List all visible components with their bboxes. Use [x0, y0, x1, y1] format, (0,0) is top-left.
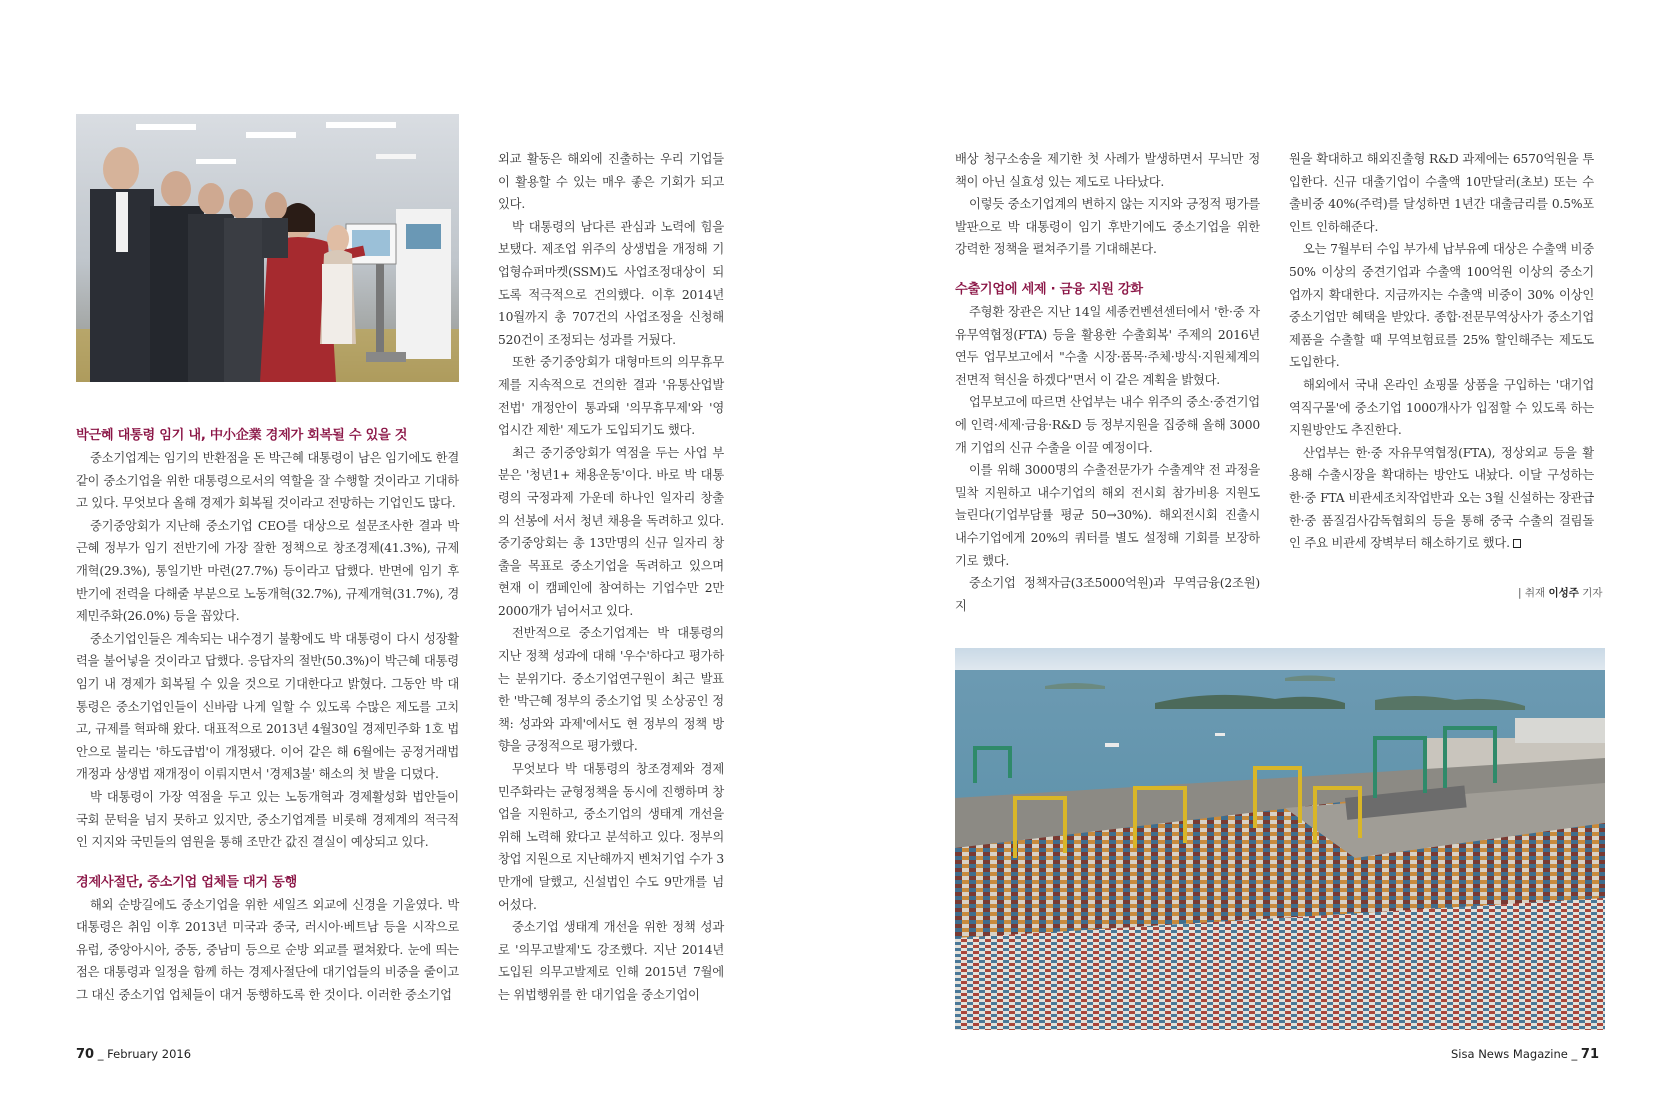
- paragraph: 오는 7월부터 수입 부가세 납부유예 대상은 수출액 비중 50% 이상의 중견기업과 수출액 100억원 이상의 중소기업까지 확대한다. 지금까지는 수출액 비중이 30% 이상인 중소기업만 혜택을 받았다. 종합·전문무역상사가 중소기업 제품을 수출할 때 무역보험료를 25% 할인해주는 제도도 도입한다.: [1289, 242, 1594, 370]
- photo-president-visit: [76, 114, 459, 382]
- page-number-left: 70: [76, 1047, 95, 1062]
- paragraph: 원을 확대하고 해외진출형 R&D 과제에는 6570억원을 투입한다. 신규 대출기업이 수출액 10만달러(초보) 또는 수출비중 40%(주력)를 달성하면 1년간 대출금리를 0.5%포인트 인하해준다.: [1289, 152, 1594, 234]
- paragraph: 박 대통령이 가장 역점을 두고 있는 노동개혁과 경제활성화 법안들이 국회 문턱을 넘지 못하고 있지만, 중소기업계를 비롯해 경제계의 적극적인 지지와 국민들의 염원을 통해 조만간 값진 결실이 예상되고 있다.: [76, 789, 459, 850]
- paragraph: 중소기업 생태계 개선을 위한 정책 성과로 '의무고발제'도 강조했다. 지난 2014년 도입된 의무고발제로 인해 2015년 7월에는 위법행위를 한 대기업을 중소기업이: [498, 920, 724, 1002]
- paragraph: 이렇듯 중소기업계의 변하지 않는 지지와 긍정적 평가를 발판으로 박 대통령이 임기 후반기에도 중소기업을 위한 강력한 정책을 펼쳐주기를 기대해본다.: [955, 197, 1260, 257]
- paragraph: 이를 위해 3000명의 수출전문가가 수출계약 전 과정을 밀착 지원하고 내수기업의 해외 전시회 참가비용 지원도 늘린다(기업부담률 평균 50→30%). 해외전시회 진출시 내수기업에게 20%의 쿼터를 별도 설정해 기회를 보장하기로 했다.: [955, 463, 1260, 568]
- paragraph: 중소기업계는 임기의 반환점을 돈 박근혜 대통령이 남은 임기에도 한결같이 중소기업을 위한 대통령으로서의 역할을 잘 수행할 것이라고 기대하고 있다. 무엇보다 올해 경제가 회복될 것이라고 전망하는 기업인도 많다.: [76, 451, 459, 511]
- paragraph: 중소기업인들은 계속되는 내수경기 불황에도 박 대통령이 다시 성장활력을 불어넣을 것이라고 답했다. 응답자의 절반(50.3%)이 박근혜 대통령 임기 내 경제가 회복될 수 있을 것으로 기대한다고 밝혔다. 그동안 박 대통령은 중소기업인들이 신바람 나게 일할 수 있도록 수많은 제도를 고치고, 규제를 혁파해 왔다. 대표적으로 2013년 4월30일 경제민주화 1호 법안으로 불리는 '하도급법'이 개정됐다. 이어 같은 해 6월에는 공정거래법 개정과 상생법 재개정이 이뤄지면서 '경제3불' 해소의 첫 발을 디뎠다.: [76, 631, 459, 782]
- article-column-2: [498, 148, 724, 1007]
- paragraph: 해외에서 국내 온라인 쇼핑몰 상품을 구입하는 '대기업 역직구몰'에 중소기업 1000개사가 입점할 수 있도록 하는 지원방안도 추진한다.: [1289, 377, 1594, 438]
- paragraph: 중기중앙회가 지난해 중소기업 CEO를 대상으로 설문조사한 결과 박근혜 정부가 임기 전반기에 가장 잘한 정책으로 창조경제(41.3%), 규제개혁(29.3%), 통일기반 마련(27.7%) 등이라고 답했다. 반면에 임기 후반기에 전력을 다해줄 부분으로 노동개혁(32.7%), 규제개혁(31.7%), 경제민주화(26.0%) 등을 꼽았다.: [76, 518, 459, 624]
- page-number-right: 71: [1580, 1047, 1599, 1062]
- section-heading: 수출기업에 세제 · 금융 지원 강화: [955, 281, 1143, 297]
- paragraph: 전반적으로 중소기업계는 박 대통령의 지난 정책 성과에 대해 '우수'하다고 평가하는 분위기다. 중소기업연구원이 최근 발표한 '박근혜 정부의 중소기업 및 소상공인 정책: 성과와 과제'에서도 현 정부의 정책 방향을 긍정적으로 평가했다.: [498, 626, 724, 754]
- paragraph: 또한 중기중앙회가 대형마트의 의무휴무제를 지속적으로 건의한 결과 '유통산업발전법' 개정안이 통과돼 '의무휴무제'와 '영업시간 제한' 제도가 도입되기도 했다.: [498, 355, 724, 438]
- paragraph: 무엇보다 박 대통령의 창조경제와 경제민주화라는 균형정책을 동시에 진행하며 창업을 지원하고, 중소기업의 생태계 개선을 위해 노력해 왔다고 분석하고 있다. 정부의 창업 지원으로 지난해까지 벤처기업 수가 3만개에 달했고, 신설법인 수도 9만개를 넘어섰다.: [498, 762, 724, 912]
- article-column-3: [955, 148, 1260, 617]
- folio-left: [76, 1047, 191, 1062]
- folio-right: [1451, 1047, 1599, 1062]
- section-heading: 박근혜 대통령 임기 내, 中小企業 경제가 회복될 수 있을 것: [76, 428, 408, 443]
- paragraph: [1289, 442, 1594, 555]
- paragraph: 중소기업 정책자금(3조5000억원)과 무역금융(2조원) 지: [955, 576, 1260, 613]
- paragraph: 외교 활동은 해외에 진출하는 우리 기업들이 활용할 수 있는 매우 좋은 기회가 되고 있다.: [498, 152, 724, 212]
- byline: [1518, 585, 1603, 600]
- paragraph: 해외 순방길에도 중소기업을 위한 세일즈 외교에 신경을 기울였다. 박 대통령은 취임 이후 2013년 미국과 중국, 러시아·베트남 등을 시작으로 유럽, 중앙아시아, 중동, 중남미 등으로 순방 외교를 펼쳐왔다. 눈에 띄는 점은 대통령과 일정을 함께 하는 경제사절단에 대기업들의 비중을 줄이고 그 대신 중소기업 업체들이 대거 동행하도록 한 것이다. 이러한 중소기업: [76, 897, 459, 1003]
- byline-suffix: 기자: [1578, 587, 1603, 599]
- folio-right-text: Sisa News Magazine _: [1451, 1047, 1581, 1061]
- paragraph: 배상 청구소송을 제기한 첫 사례가 발생하면서 무늬만 정책이 아닌 실효성 있는 제도로 나타났다.: [955, 152, 1260, 189]
- paragraph: 업무보고에 따르면 산업부는 내수 위주의 중소·중견기업에 인력·세제·금융·R&D 등 정부지원을 집중해 올해 3000개 기업의 신규 수출을 이끌 예정이다.: [955, 395, 1260, 455]
- paragraph-text: 산업부는 한·중 자유무역협정(FTA), 정상외교 등을 활용해 수출시장을 확대하는 방안도 내놨다. 이달 구성하는 한·중 FTA 비관세조치작업반과 오는 3월 신설하는 장관급 한·중 품질검사감독협회의 등을 통해 중국 수출의 걸림돌인 주요 비관세 장벽부터 해소하기로 했다.: [1289, 445, 1594, 551]
- byline-reporter-name: 이성주: [1548, 587, 1579, 599]
- folio-left-text: _ February 2016: [94, 1047, 192, 1061]
- paragraph: 주형환 장관은 지난 14일 세종컨벤션센터에서 '한·중 자유무역협정(FTA) 등을 활용한 수출회복' 주제의 2016년 연두 업무보고에서 "수출 시장·품목·주체·방식·지원체계의 전면적 혁신을 하겠다"면서 이 같은 계획을 밝혔다.: [955, 304, 1260, 387]
- byline-prefix: | 취재: [1518, 587, 1549, 599]
- article-column-4: [1289, 148, 1594, 555]
- paragraph: 박 대통령의 남다른 관심과 노력에 힘을 보탰다. 제조업 위주의 상생법을 개정해 기업형슈퍼마켓(SSM)도 사업조정대상이 되도록 적극적으로 건의했다. 이후 2014년 10월까지 총 707건의 사업조정을 신청해 520건이 조정되는 성과를 거뒀다.: [498, 219, 724, 347]
- paragraph: 최근 중기중앙회가 역점을 두는 사업 부분은 '청년1+ 채용운동'이다. 바로 박 대통령의 국정과제 가운데 하나인 일자리 창출의 선봉에 서서 청년 채용을 독려하고 있다. 중기중앙회는 총 13만명의 신규 일자리 창출을 목표로 중소기업을 독려하고 있으며 현재 이 캠페인에 참여하는 기업수만 2만 2000개가 넘어서고 있다.: [498, 445, 724, 618]
- photo-container-port: [955, 648, 1605, 1030]
- article-column-1: [76, 425, 459, 1007]
- section-heading: 경제사절단, 중소기업 업체들 대거 동행: [76, 874, 297, 890]
- end-mark-icon: [1513, 539, 1521, 548]
